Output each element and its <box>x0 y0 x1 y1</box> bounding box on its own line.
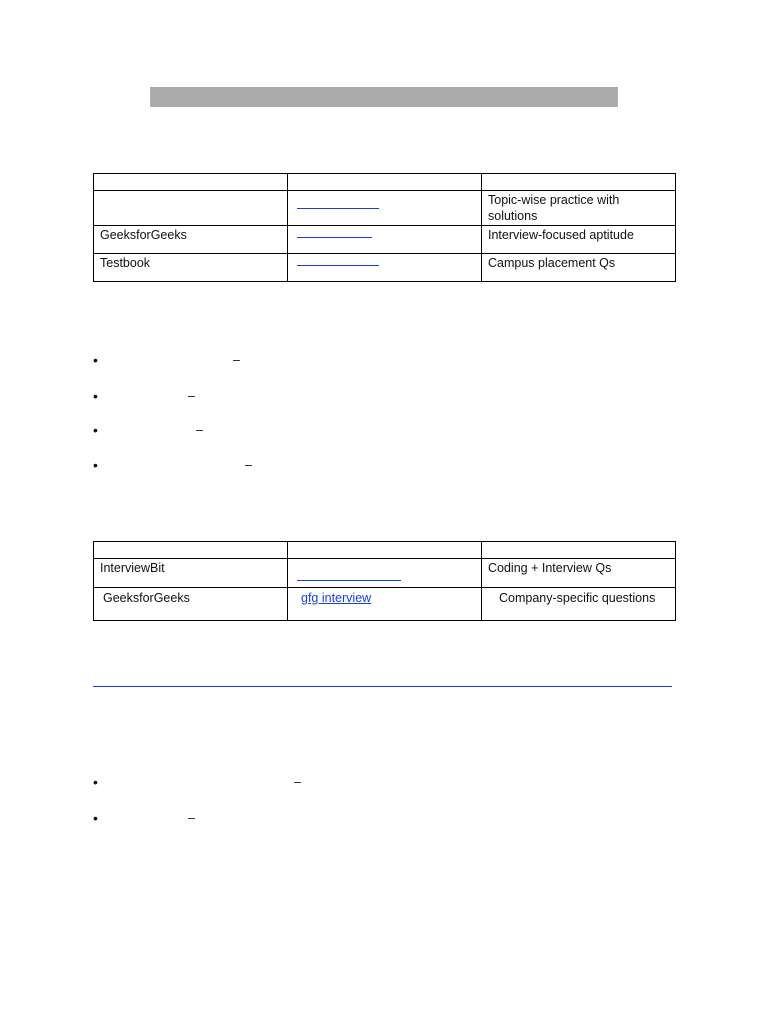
link-cell[interactable] <box>288 254 482 282</box>
table-cell <box>288 542 482 559</box>
table-cell: Interview-focused aptitude <box>482 226 676 254</box>
bullet-icon: • <box>93 422 98 438</box>
hyperlink[interactable] <box>297 208 379 209</box>
table-cell: Company-specific questions <box>482 588 676 621</box>
title-bar <box>150 87 618 107</box>
link-cell[interactable] <box>288 226 482 254</box>
list-item <box>93 422 393 438</box>
link-cell[interactable] <box>288 559 482 588</box>
hyperlink[interactable] <box>297 237 372 238</box>
hyperlink-underline[interactable] <box>93 686 672 687</box>
resources-table-1 <box>93 173 676 282</box>
table-header-row <box>94 174 676 191</box>
bullet-icon: • <box>93 388 98 404</box>
link-cell[interactable] <box>288 588 482 621</box>
table-cell: Campus placement Qs <box>482 254 676 282</box>
list-item <box>93 457 393 473</box>
table-header-row <box>94 542 676 559</box>
bullet-icon: • <box>93 457 98 473</box>
table-cell <box>94 174 288 191</box>
bullet-icon: • <box>93 810 98 826</box>
table-cell <box>482 542 676 559</box>
table-cell: GeeksforGeeks <box>94 226 288 254</box>
table-row <box>94 559 676 588</box>
link-cell[interactable] <box>288 191 482 226</box>
list-item <box>93 810 393 826</box>
bullet-icon: • <box>93 352 98 368</box>
list-item <box>93 388 393 404</box>
dash-separator: – <box>188 389 195 403</box>
table-row <box>94 588 676 621</box>
gfg-interview-link[interactable]: gfg interview <box>301 591 372 605</box>
hyperlink[interactable] <box>297 265 379 266</box>
table-row <box>94 226 676 254</box>
table-cell: Testbook <box>94 254 288 282</box>
bullet-icon: • <box>93 774 98 790</box>
dash-separator: – <box>196 423 203 437</box>
list-item <box>93 352 393 368</box>
table-cell: GeeksforGeeks <box>94 588 288 621</box>
dash-separator: – <box>233 353 240 367</box>
table-cell: Coding + Interview Qs <box>482 559 676 588</box>
table-cell <box>482 174 676 191</box>
dash-separator: – <box>294 775 301 789</box>
table-cell: InterviewBit <box>94 559 288 588</box>
table-row <box>94 191 676 226</box>
table-cell <box>94 542 288 559</box>
table-cell: Topic-wise practice with solutions <box>482 191 676 226</box>
list-item <box>93 774 393 790</box>
table-cell <box>288 174 482 191</box>
table-row <box>94 254 676 282</box>
dash-separator: – <box>188 811 195 825</box>
table-cell <box>94 191 288 226</box>
hyperlink[interactable] <box>297 580 401 581</box>
dash-separator: – <box>245 458 252 472</box>
resources-table-2 <box>93 541 676 621</box>
